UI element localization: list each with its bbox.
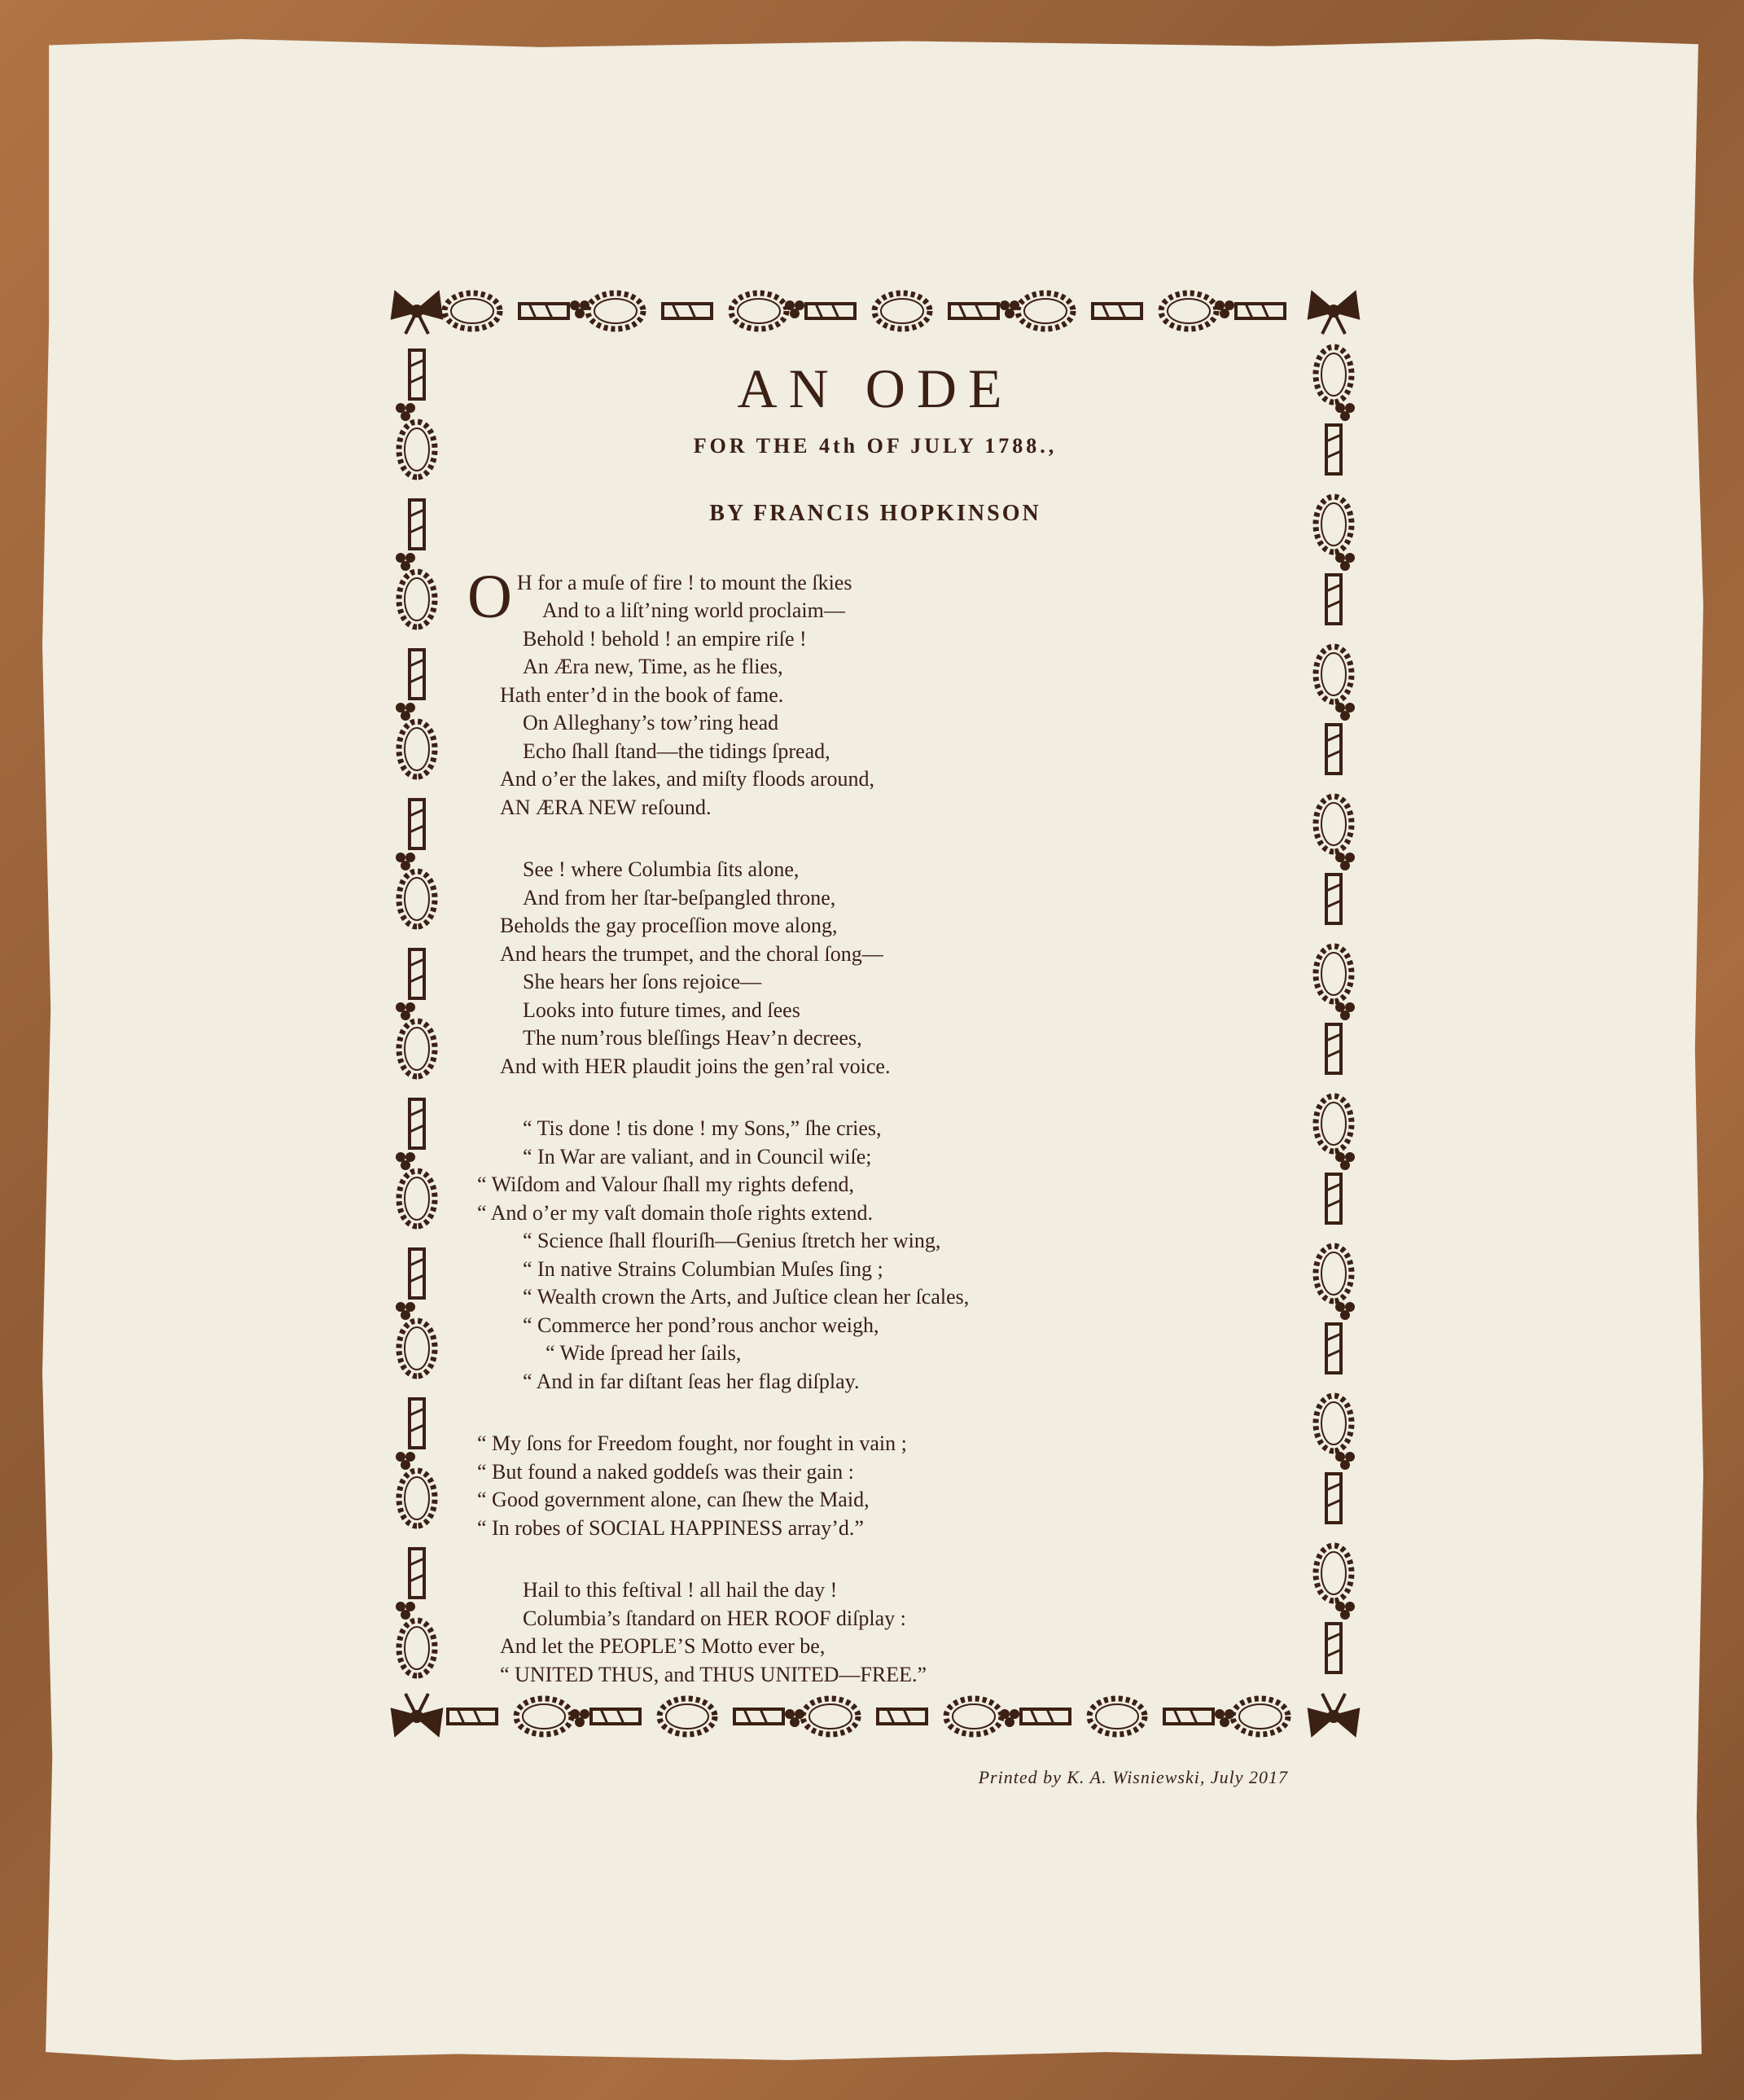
poem-line: “ Good government alone, can ſhew the Maid, [477,1488,870,1512]
poem-line: “ My ſons for Freedom fought, nor fought in vain ; [477,1431,907,1456]
leaf-ornament [396,853,415,870]
border-segment [1316,1396,1352,1451]
border-segment [410,350,424,399]
border-segment [1316,347,1352,402]
border-segment [1164,1709,1213,1724]
poem-line: “ UNITED THUS, and THUS UNITED—FREE.” [500,1662,927,1686]
border-segment [399,871,435,927]
border-segment [516,1699,572,1734]
leaf-ornament [1335,853,1355,870]
border-segment [410,1549,424,1598]
border-segment [1316,1545,1352,1601]
leaf-ornament [396,1602,415,1620]
border-segment [1093,304,1141,318]
poem-line: Behold ! behold ! an empire riſe ! [523,626,807,651]
leaf-ornament [396,403,415,421]
poem-title: AN ODE [737,357,1014,419]
stanza [456,1576,1295,1689]
border-segment [399,1620,435,1676]
poem-line: “ In native Strains Columbian Muſes ſing ; [523,1256,883,1281]
poem-line: “ In War are valiant, and in Council wiſe; [523,1144,872,1168]
border-segment [1326,575,1341,624]
leaf-ornament [396,1002,415,1020]
border-segment [591,1709,640,1724]
poem-line: Hail to this feſtival ! all hail the day ! [523,1578,838,1602]
poem-line: And o’er the lakes, and miſty floods around, [500,767,874,791]
leaf-ornament [1335,1152,1355,1170]
poem-line: And to a liſt’ning world proclaim— [542,598,845,623]
border-segment [874,293,930,329]
drop-cap: O [467,562,512,631]
poem-line: The num’rous bleſſings Heav’n decrees, [523,1026,862,1050]
border-segment [1233,1699,1288,1734]
poem-line: And let the PEOPLE’S Motto ever be, [500,1634,826,1659]
poem-line: “ Tis done ! tis done ! my Sons,” ſhe cries, [523,1116,882,1141]
border-segment [445,293,500,329]
border-segment [588,293,643,329]
poem-line: “ In robes of SOCIAL HAPPINESS array’d.” [477,1515,864,1540]
border-segment [519,304,568,318]
border-segment [399,572,435,627]
poem-line: Echo ſhall ſtand—the tidings ſpread, [523,739,830,763]
border-segment [1089,1699,1145,1734]
poem-line: “ But found a naked goddeſs was their gain : [477,1459,854,1484]
border-segment [1316,1246,1352,1301]
leaf-ornament [396,703,415,721]
border-segment [949,304,998,318]
corner-bow-ornament [1309,1694,1358,1734]
poem-line: Looks into future times, and ſees [523,997,800,1022]
border-segment [1161,293,1216,329]
border-segment [399,1021,435,1076]
leaf-ornament [570,1709,589,1727]
corner-bow-ornament [392,1694,441,1734]
border-segment [399,422,435,477]
leaf-ornament [1335,1302,1355,1320]
poem-body [456,562,1295,1690]
stanza [456,1430,1295,1542]
leaf-ornament [1000,1709,1019,1727]
poem-line: An Æra new, Time, as he flies, [523,655,783,679]
border-segment [1326,425,1341,474]
border-segment [731,293,787,329]
border-segment [399,1171,435,1226]
border-segment [1316,946,1352,1002]
border-segment [1326,725,1341,774]
border-segment [1316,1096,1352,1151]
poem-line: “ Wealth crown the Arts, and Juſtice clean her ſcales, [523,1285,970,1309]
poem-line: And from her ſtar-beſpangled throne, [523,885,836,910]
poem-line: Columbia’s ſtandard on HER ROOF diſplay : [523,1606,906,1630]
poem-line: And with HER plaudit joins the gen’ral voice. [500,1054,891,1078]
border-segment [410,1249,424,1298]
border-segment [410,500,424,549]
poem-line: “ Wide ſpread her ſails, [546,1341,742,1366]
poem-line: “ And o’er my vaſt domain thoſe rights extend. [477,1200,873,1225]
border-segment [410,1099,424,1148]
border-segment [1326,1024,1341,1073]
border-segment [448,1709,497,1724]
leaf-ornament [1335,1602,1355,1620]
border-segment [399,1321,435,1376]
border-segment [806,304,855,318]
poem-line: AN ÆRA NEW reſound. [500,795,712,819]
border-segment [663,304,712,318]
stanza [456,856,1295,1081]
border-segment [399,721,435,777]
poem-line: On Alleghany’s tow’ring head [523,711,779,735]
border-segment [1236,304,1285,318]
poem-byline: BY FRANCIS HOPKINSON [709,500,1041,526]
poem-line: “ Commerce her pond’rous anchor weigh, [523,1313,879,1337]
border-segment [803,1699,858,1734]
leaf-ornament [1335,1452,1355,1470]
border-segment [1021,1709,1070,1724]
border-segment [1326,1174,1341,1223]
poem-sheet [456,358,1295,1694]
leaf-ornament [1335,553,1355,571]
poem-line: And hears the trumpet, and the choral ſong— [500,941,883,966]
printer-colophon: Printed by K. A. Wisniewski, July 2017 [978,1767,1288,1787]
border-segment [1326,1624,1341,1673]
stanza [456,1115,1295,1396]
border-segment [410,650,424,699]
border-segment [410,800,424,848]
border-segment [946,1699,1001,1734]
poem-line: “ Wiſdom and Valour ſhall my rights defend, [477,1173,855,1197]
border-segment [399,1471,435,1526]
border-segment [410,1399,424,1448]
poem-line: Beholds the gay proceſſion move along, [500,914,838,938]
ornamental-border-frame [383,277,1368,1751]
leaf-ornament [1335,703,1355,721]
border-segment [659,1699,715,1734]
corner-bow-ornament [392,293,441,334]
border-segment [734,1709,783,1724]
leaf-ornament [396,1302,415,1320]
border-segment [1326,875,1341,923]
poem-line: See ! where Columbia ſits alone, [523,857,800,882]
border-segment [878,1709,927,1724]
poem-line: “ And in far diſtant ſeas her flag diſplay. [523,1369,860,1393]
leaf-ornament [1335,1002,1355,1020]
leaf-ornament [396,1152,415,1170]
border-segment [1018,293,1073,329]
border-segment [1316,497,1352,552]
border-segment [1326,1324,1341,1373]
corner-bow-ornament [1309,293,1358,334]
poem-line: Hath enter’d in the book of fame. [500,682,784,707]
leaf-ornament [396,1452,415,1470]
border-segment [1316,796,1352,852]
border-segment [1316,647,1352,702]
stanza [456,562,1295,822]
border-segment [410,949,424,998]
border-segment [1326,1474,1341,1523]
poem-line-text: H for a muſe of fire ! to mount the ſkies [516,570,852,594]
poem-line: “ Science ſhall flouriſh—Genius ſtretch her wing, [523,1229,941,1253]
leaf-ornament [1335,403,1355,421]
poem-line: She hears her ſons rejoice— [523,970,762,994]
poem-subtitle: FOR THE 4th OF JULY 1788., [693,433,1058,458]
leaf-ornament [396,553,415,571]
